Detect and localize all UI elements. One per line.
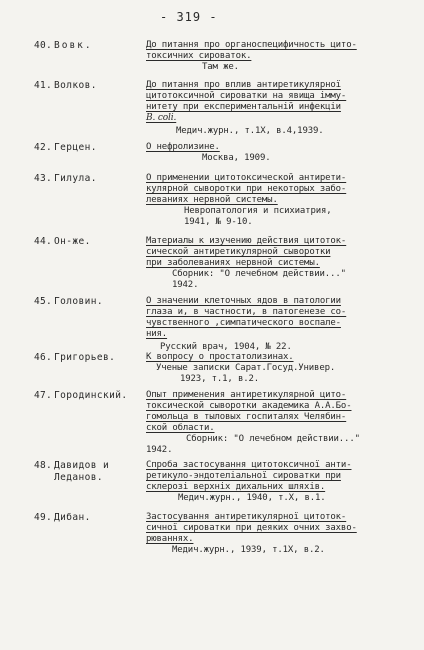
title-line: ской области.: [146, 423, 215, 433]
entry-source: 1942.: [146, 445, 173, 455]
entry-source: 1941, № 9-10.: [184, 217, 253, 227]
entry-source: Ученые записки Сарат.Госуд.Универ.: [156, 363, 336, 373]
entry-source: Москва, 1909.: [202, 153, 271, 163]
title-line: сической антиретикулярной сыворотки: [146, 247, 331, 257]
title-line: кулярной сыворотки при некоторых забо-: [146, 184, 347, 194]
title-line: К вопросу о простатолизинах.: [146, 352, 294, 362]
entry-number: 46.: [34, 352, 53, 363]
entry-title: [146, 80, 408, 137]
entry-title: [146, 460, 408, 504]
title-line: Материалы к изучению действия цитоток-: [146, 236, 347, 246]
entry-title: [146, 142, 408, 164]
title-line: сичної сироватки при деяких очних захво-: [146, 523, 357, 533]
entry-source: Русский врач, 1904, № 22.: [160, 342, 292, 352]
entry-title: [146, 390, 408, 456]
title-line: нитету при експериментальній инфекціи: [146, 102, 341, 112]
title-line: О применении цитотоксической антирети-: [146, 173, 347, 183]
entry-title: [146, 173, 408, 228]
entry-source: Медич.журн., 1939, т.1Х, в.2.: [172, 545, 325, 555]
entry-source: Невропатология и психиатрия,: [184, 206, 332, 216]
page-number: - 319 -: [160, 10, 218, 24]
title-line: цитотоксичной сироватки на явища імму-: [146, 91, 347, 101]
title-line: при заболеваниях нервной системы.: [146, 258, 320, 268]
entry-number: 49.: [34, 512, 53, 523]
title-line: Опыт применения антиретикулярной цито-: [146, 390, 347, 400]
entry-source: Медич.журн., 1940, т.Х, в.1.: [178, 493, 326, 503]
entry-author: Григорьев.: [54, 352, 116, 363]
title-line: чувственного ,симпатического воспале-: [146, 318, 341, 328]
title-line: ния.: [146, 329, 168, 339]
entry-author: Головин.: [54, 296, 103, 307]
title-line: До питання про органоспецифичность цито-: [146, 40, 357, 50]
title-line: токсической сыворотки академика А.А.Бо-: [146, 401, 352, 411]
title-line: склерозі верхніх дихальних шляхів.: [146, 482, 326, 492]
title-line: О нефролизине.: [146, 142, 220, 152]
entry-author: Волков.: [54, 80, 97, 91]
title-line: О значении клеточных ядов в патологии: [146, 296, 341, 306]
entry-author: Дибан.: [54, 512, 91, 523]
entry-number: 40.: [34, 40, 53, 51]
title-line: Спроба застосування цитотоксичної анти-: [146, 460, 352, 470]
entry-source: Сборник: "О лечебном действии...": [186, 434, 360, 444]
entry-source: Там же.: [202, 62, 239, 72]
entry-number: 41.: [34, 80, 53, 91]
entry-title: [146, 236, 408, 291]
entry-number: 47.: [34, 390, 53, 401]
title-line: глаза и, в частности, в патогенезе со-: [146, 307, 347, 317]
entry-author: Вовк.: [54, 40, 93, 51]
entry-number: 45.: [34, 296, 53, 307]
title-line: B. coli.: [146, 113, 177, 123]
entry-author: Давидов и Леданов.: [54, 460, 110, 483]
entry-source: Медич.журн., т.1Х, в.4,1939.: [176, 126, 324, 136]
entry-source: 1923, т.1, в.2.: [180, 374, 260, 384]
title-line: рюваннях.: [146, 534, 194, 544]
entry-title: [146, 512, 408, 556]
entry-number: 48.: [34, 460, 53, 471]
title-line: гомольца в тыловых госпиталях Челябин-: [146, 412, 347, 422]
entry-title: [146, 40, 408, 73]
title-line: Застосування антиретикулярної цитоток-: [146, 512, 347, 522]
entry-author: Герцен.: [54, 142, 97, 153]
entry-source: Сборник: "О лечебном действии...": [172, 269, 346, 279]
entry-source: 1942.: [172, 280, 199, 290]
title-line: ретикуло-эндотеліальної сироватки при: [146, 471, 341, 481]
entry-number: 42.: [34, 142, 53, 153]
entry-number: 43.: [34, 173, 53, 184]
entry-author: Он-же.: [54, 236, 91, 247]
title-line: До питання про вплив антиретикулярної: [146, 80, 341, 90]
entry-title: [146, 296, 408, 353]
entry-number: 44.: [34, 236, 53, 247]
title-line: токсичних сироваток.: [146, 51, 252, 61]
entry-author: Городинский.: [54, 390, 128, 401]
entry-title: [146, 352, 408, 385]
entry-author: Гилула.: [54, 173, 97, 184]
title-line: леваниях нервной системы.: [146, 195, 278, 205]
